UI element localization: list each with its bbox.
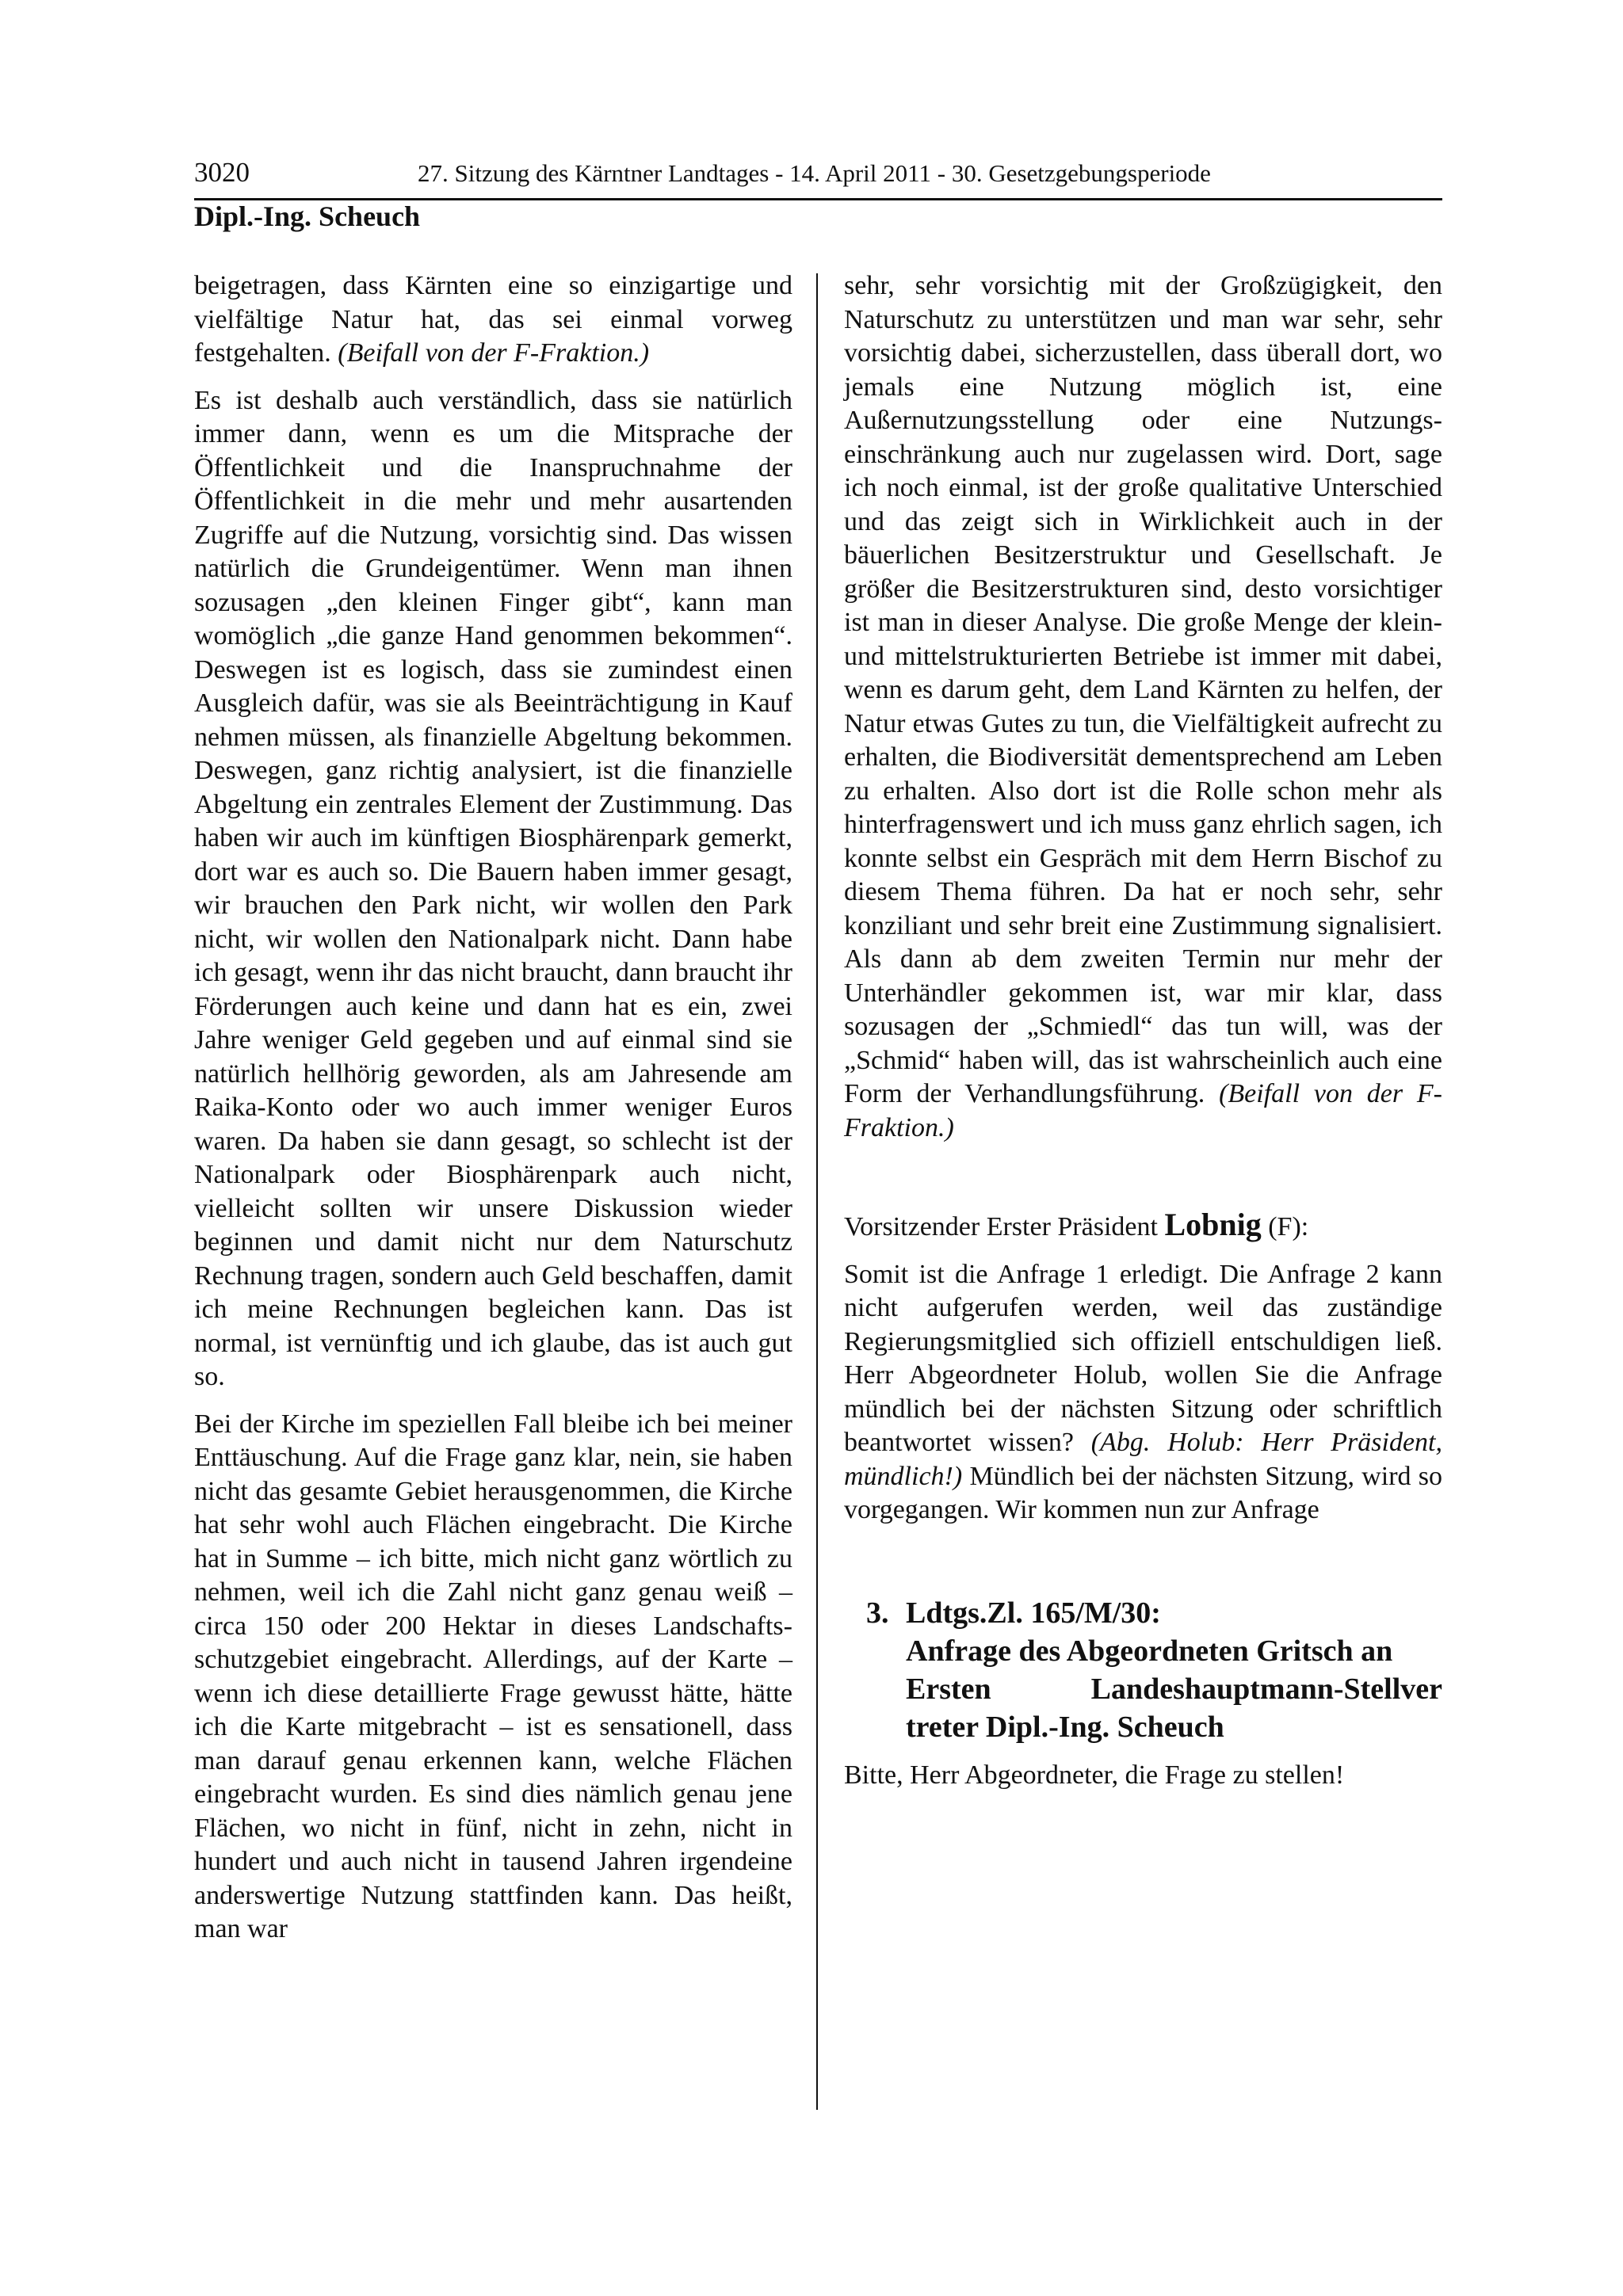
left-column (194, 269, 792, 1947)
agenda-title-line: Anfrage des Abgeordneten Gritsch an (906, 1634, 1393, 1668)
paragraph-text: beigetragen, dass Kärnten eine so einzigartige und vielfältige Natur hat, das sei einmal vorweg festgehalten. (194, 271, 792, 368)
paragraph-text: Mündlich bei der nächsten Sitzung, wird so vorgegangen. Wir kommen nun zur Anfrage (844, 1461, 1442, 1524)
chair-name: Lobnig (1164, 1207, 1262, 1242)
right-column (844, 269, 1442, 1806)
agenda-number: 3. (866, 1596, 889, 1630)
paragraph: Es ist deshalb auch verständlich, dass sie natürlich immer dann, wenn es um die Mitsprache der Öffentlichkeit und die Inanspruchnahme der Öffentlichkeit in die mehr und mehr ausartenden Zugriffe auf die Nutzung, vorsichtig sind. Das wissen natürlich die Grundeigentümer. Wenn man ihnen sozusagen „den kleinen Finger gibt“, kann man womöglich „die ganze Hand genommen bekommen“. Deswegen ist es logisch, dass sie zumindest einen Ausgleich dafür, was sie als Beeinträchtigung in Kauf nehmen müssen, als finanzielle Abgeltung bekommen. Deswegen, ganz richtig analysiert, ist die finanzielle Abgeltung ein zentrales Element der Zustimmung. Das haben wir auch im künftigen Biosphärenpark gemerkt, dort war es auch so. Die Bauern haben immer gesagt, wir brauchen den Park nicht, wir wollen den Park nicht, wir wollen den Nationalpark nicht. Dann habe ich gesagt, wenn ihr das nicht braucht, dann braucht ihr Förderungen auch keine und dann hat es ein, zwei Jahre weniger Geld gegeben und auf einmal sind sie natürlich hellhörig geworden, als am Jahresende am Raika-Konto oder wo auch immer weniger Euros waren. Da haben sie dann gesagt, so schlecht ist der Nationalpark oder Biosphärenpark auch nicht, vielleicht sollten wir unsere Diskussion wieder beginnen und damit nicht nur dem Naturschutz Rechnung tragen, sondern auch Geld beschaffen, damit ich meine Rechnungen begleichen kann. Das ist normal, ist vernünftig und ich glaube, das ist auch gut so. (194, 385, 792, 1391)
page-number: 3020 (194, 157, 250, 188)
agenda-reference: Ldtgs.Zl. 165/M/30: (906, 1596, 1161, 1630)
agenda-item (866, 1594, 1442, 1746)
speaker-heading: Dipl.-Ing. Scheuch (194, 200, 421, 232)
session-title: 27. Sitzung des Kärntner Landtages - 14. April 2011 - 30. Gesetzgebungsperiode (418, 159, 1211, 187)
agenda-title-line: Ersten Landeshauptmann-Stellver (906, 1672, 1442, 1706)
chair-suffix: (F): (1261, 1212, 1309, 1241)
column-divider (816, 273, 818, 2110)
interjection: (Abg. Holub: Herr Präsident, mündlich!) (844, 1428, 1442, 1491)
paragraph (844, 269, 1442, 1145)
applause-note: (Beifall von der F-Fraktion.) (844, 1079, 1442, 1142)
paragraph: Bei der Kirche im speziellen Fall bleibe ich bei meiner Enttäuschung. Auf die Frage ganz klar, nein, sie haben nicht das gesamte Gebiet herausgenommen, die Kirche hat sehr wohl auch Flächen eingebracht. Die Kirche hat in Summe – ich bitte, mich nicht ganz wörtlich zu nehmen, weil ich die Zahl nicht ganz genau weiß – circa 150 oder 200 Hektar in dieses Landschaftsschutzgebiet eingebracht. Allerdings, auf der Karte – wenn ich diese detaillierte Frage gewusst hätte, hätte ich die Karte mitgebracht – ist es sensationell, dass man darauf genau erkennen kann, welche Flächen eingebracht wurden. Es sind dies nämlich genau jene Flächen, wo nicht in fünf, nicht in zehn, nicht in hundert und auch nicht in tausend Jahren irgendeine anderswertige Nutzung stattfinden kann. Das heißt, man war (194, 1409, 792, 1943)
paragraph-text: sehr, sehr vorsichtig mit der Großzügigkeit, den Naturschutz zu unterstützen und man war sehr, sehr vorsichtig dabei, sicherzustellen, dass überall dort, wo jemals eine Nutzung möglich ist, eine Außernutzungsstellung oder eine Nutzungseinschränkung auch nur zugelassen wird. Dort, sage ich noch einmal, ist der große qualitative Unterschied und das zeigt sich in Wirklichkeit auch in der bäuerlichen Besitzerstruktur und Gesellschaft. Je größer die Besitzerstrukturen sind, desto vorsichtiger ist man in dieser Analyse. Die große Menge der klein- und mittelstrukturierten Betriebe ist immer mit dabei, wenn es darum geht, dem Land Kärnten zu helfen, der Natur etwas Gutes zu tun, die Vielfältigkeit aufrecht zu erhalten, die Biodiversität dementsprechend am Leben zu erhalten. Also dort ist die Rolle schon mehr als hinterfragenswert und ich muss ganz ehrlich sagen, ich konnte selbst ein Gespräch mit dem Herrn Bischof zu diesem Thema führen. Da hat er noch sehr, sehr konziliant und sehr breit eine Zustimmung signalisiert. Als dann ab dem zweiten Termin nur mehr der Unterhändler gekommen ist, war mir klar, dass sozusagen der „Schmiedl“ das tun will, was der „Schmid“ haben will, das ist wahrscheinlich auch eine Form der Verhandlungsführung. (844, 271, 1442, 1108)
paragraph: Bitte, Herr Abgeordneter, die Frage zu stellen! (844, 1760, 1345, 1790)
paragraph (194, 269, 792, 371)
chair-prefix: Vorsitzender Erster Präsident (844, 1212, 1165, 1241)
chair-speaker-line (844, 1208, 1442, 1245)
paragraph (844, 1258, 1442, 1527)
page-header (194, 157, 1442, 200)
paragraph-text: Somit ist die Anfrage 1 erledigt. Die Anfrage 2 kann nicht aufgerufen werden, weil das zuständige Regierungsmitglied sich offiziell entschuldigen ließ. Herr Abgeordneter Holub, wollen Sie die Anfrage mündlich bei der nächsten Sitzung oder schriftlich beantwortet wissen? (844, 1259, 1442, 1457)
agenda-title-line: treter Dipl.-Ing. Scheuch (906, 1710, 1224, 1744)
applause-note: (Beifall von der F-Fraktion.) (338, 338, 650, 368)
